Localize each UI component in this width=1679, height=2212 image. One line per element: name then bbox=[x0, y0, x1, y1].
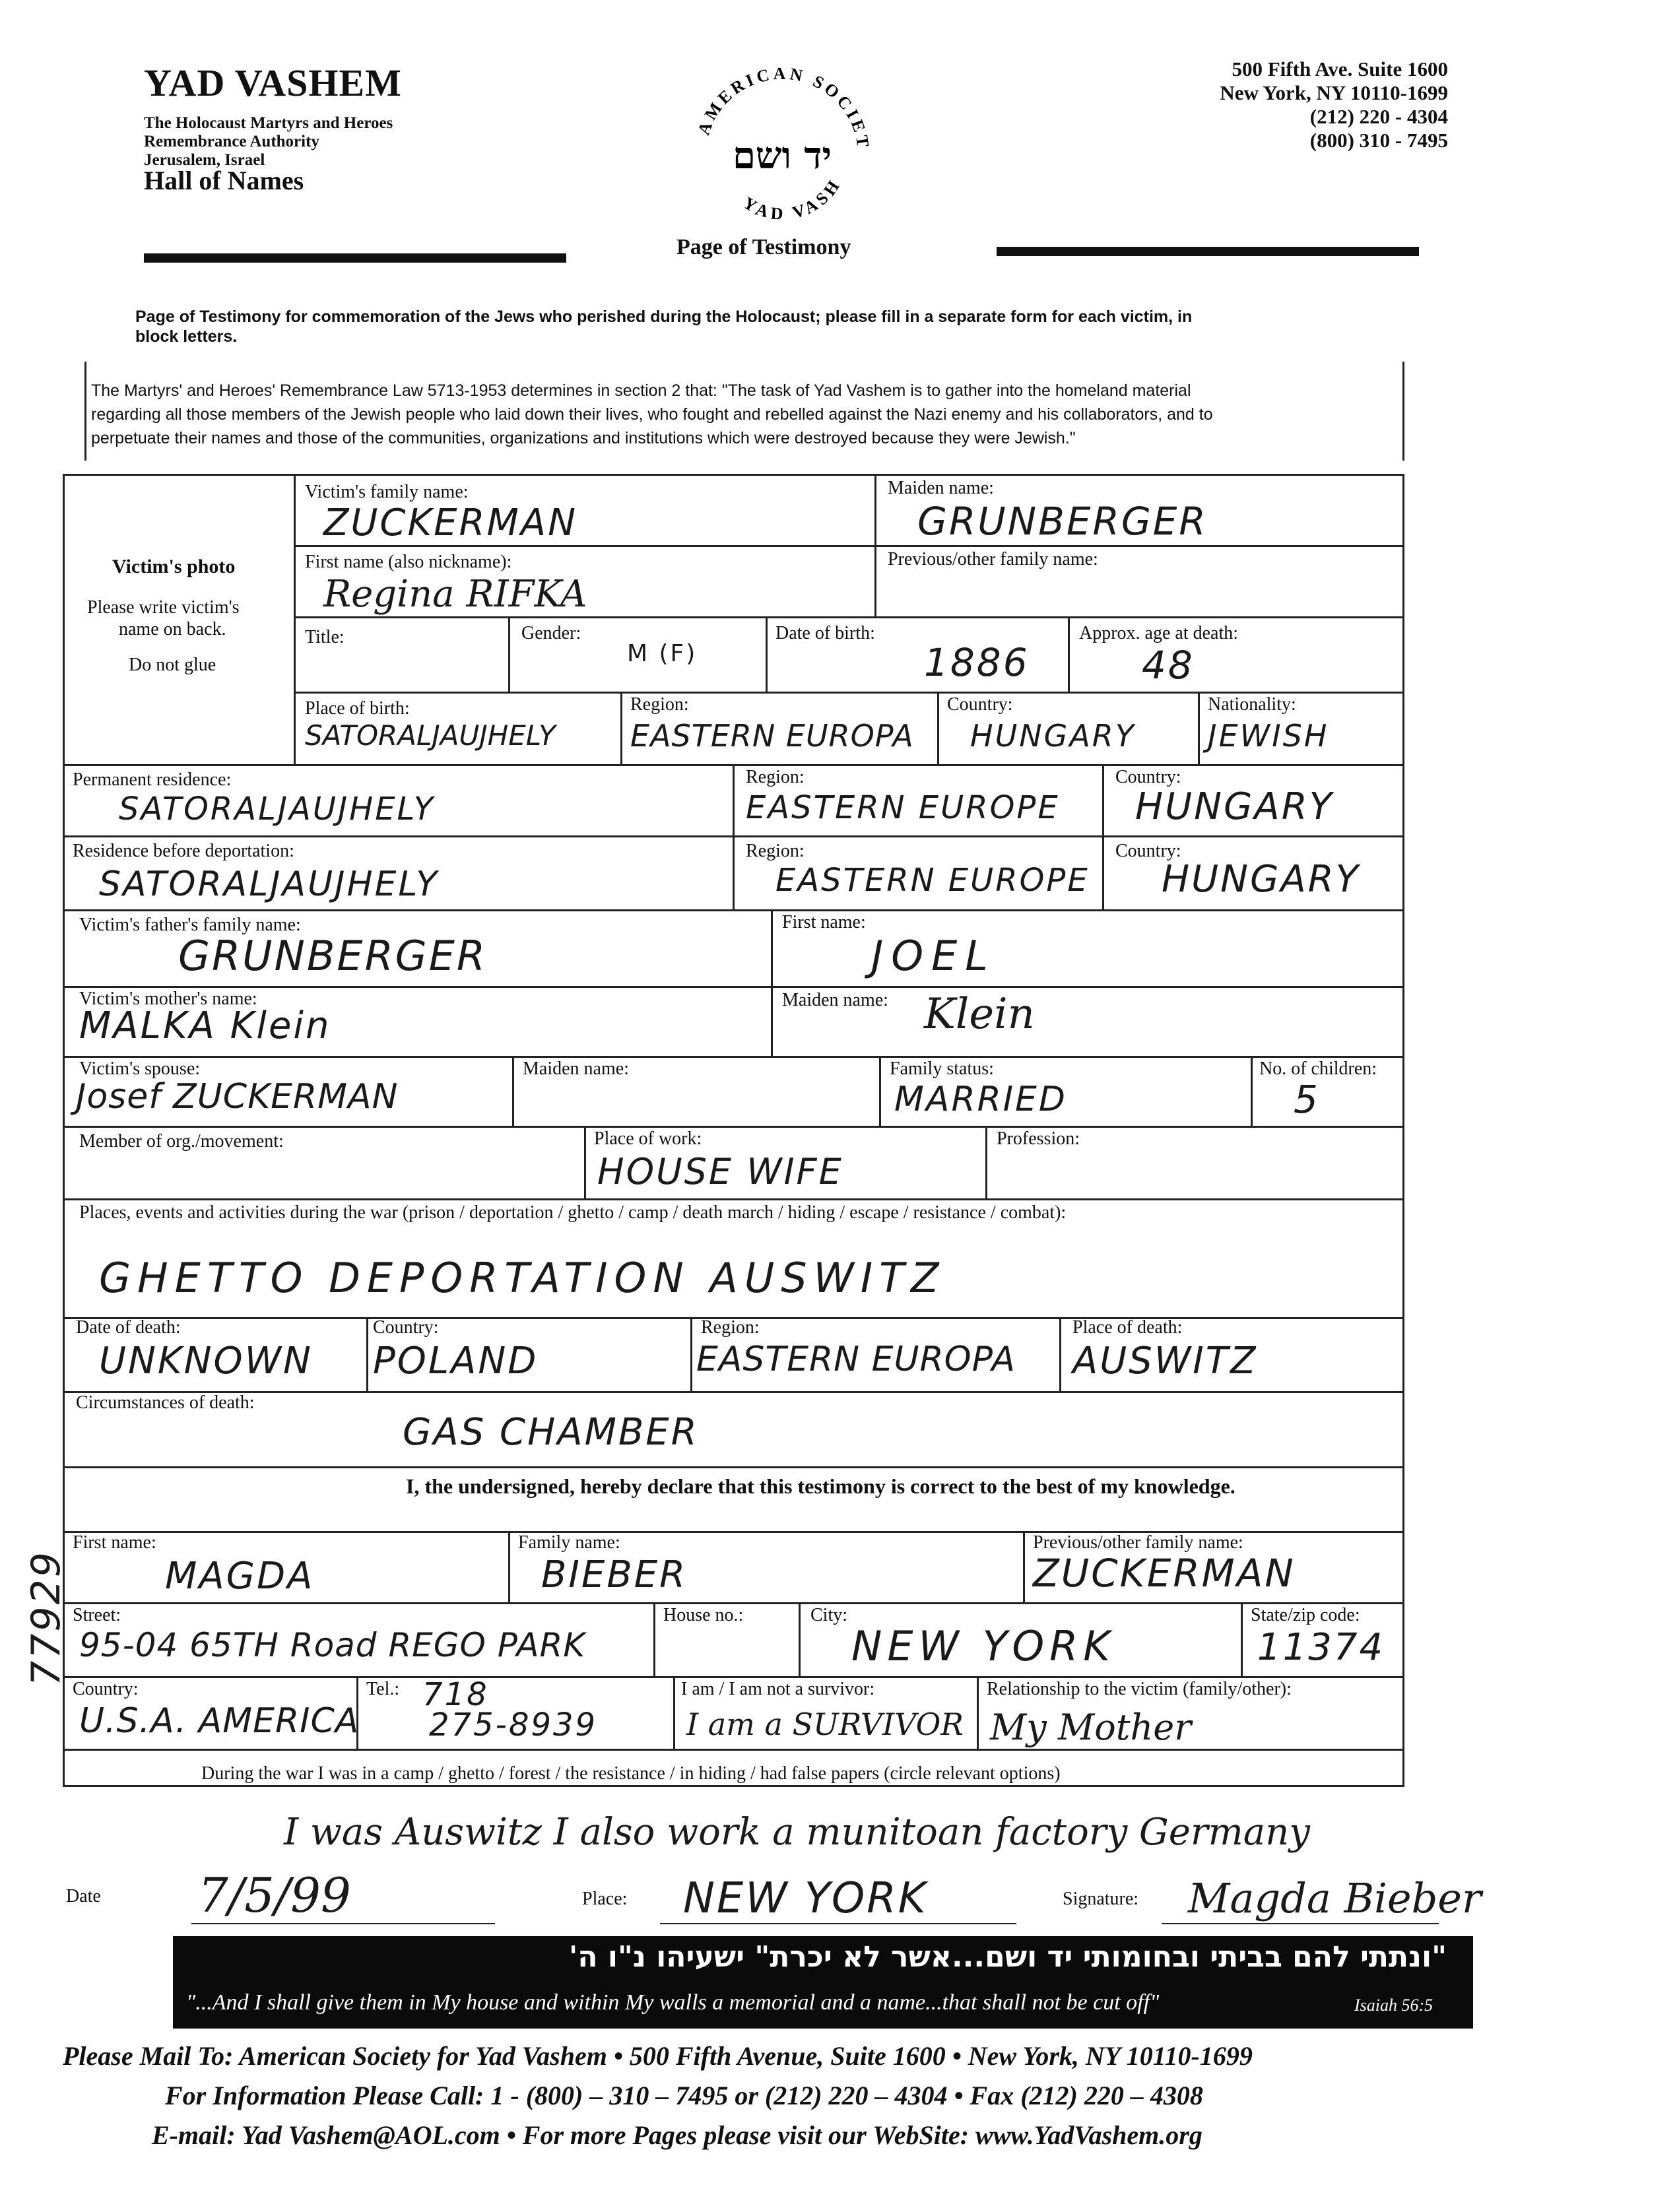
col-line-m bbox=[1251, 1056, 1253, 1126]
header-rule-left bbox=[144, 253, 566, 263]
sub-prev-label: Previous/other family name: bbox=[1033, 1532, 1243, 1553]
sub-country-value[interactable]: U.S.A. AMERICA bbox=[79, 1701, 360, 1741]
footer-phone: For Information Please Call: 1 - (800) – 310 – 7495 or (212) 220 – 4304 • Fax (212) 220 – 4308 bbox=[165, 2081, 1203, 2110]
sub-line-2 bbox=[63, 1602, 1404, 1604]
page-title: Page of Testimony bbox=[676, 235, 851, 259]
col-line-f bbox=[937, 692, 939, 764]
mother-value[interactable]: MALKA Klein bbox=[79, 1004, 331, 1047]
intro-line-2: block letters. bbox=[135, 327, 238, 346]
pre-dep-region-label: Region: bbox=[746, 841, 805, 861]
tel-value-1[interactable]: 718 bbox=[422, 1676, 489, 1713]
row-line-3 bbox=[294, 692, 1404, 694]
intro-line-1: Page of Testimony for commemoration of the Jews who perished during the Holocaust; please fill in a separate form for each victim, in bbox=[135, 308, 1193, 326]
sub-col-e bbox=[1241, 1602, 1243, 1676]
pre-dep-value[interactable]: SATORALJAUJHELY bbox=[99, 864, 440, 904]
sub-col-b bbox=[1023, 1531, 1025, 1602]
street-value[interactable]: 95-04 65TH Road REGO PARK bbox=[79, 1626, 586, 1664]
sub-col-h bbox=[977, 1676, 979, 1749]
zip-value[interactable]: 11374 bbox=[1257, 1626, 1385, 1669]
org-subtitle-3: Jerusalem, Israel bbox=[144, 151, 265, 169]
row-line-10 bbox=[63, 1198, 1404, 1200]
nationality-label: Nationality: bbox=[1208, 694, 1296, 715]
death-place-label: Place of death: bbox=[1072, 1317, 1183, 1338]
father-value[interactable]: GRUNBERGER bbox=[178, 932, 487, 980]
tel-label: Tel.: bbox=[366, 1679, 400, 1699]
address-line-1: 500 Fifth Ave. Suite 1600 bbox=[1232, 57, 1448, 81]
gender-label: Gender: bbox=[521, 623, 581, 643]
dob-label: Date of birth: bbox=[775, 623, 875, 643]
row-line-2 bbox=[294, 616, 1404, 618]
col-line-p bbox=[366, 1317, 368, 1391]
col-line-k bbox=[512, 1056, 514, 1126]
perm-region-label: Region: bbox=[746, 767, 805, 787]
sub-col-a bbox=[508, 1531, 510, 1602]
sub-line-4 bbox=[63, 1749, 1404, 1751]
family-name-label: Victim's family name: bbox=[305, 482, 469, 502]
place-value[interactable]: NEW YORK bbox=[683, 1874, 928, 1923]
signature-value[interactable]: Magda Bieber bbox=[1188, 1874, 1482, 1922]
tel-value-2[interactable]: 275-8939 bbox=[429, 1707, 598, 1743]
logo-center-hebrew: יד ושם bbox=[732, 134, 832, 178]
org-title: YAD VASHEM bbox=[144, 61, 402, 104]
maiden-name-value[interactable]: GRUNBERGER bbox=[917, 499, 1208, 544]
sub-family-label: Family name: bbox=[518, 1532, 620, 1553]
logo-bottom-text: YAD VASH bbox=[740, 174, 845, 224]
circumstances-value[interactable]: GAS CHAMBER bbox=[403, 1411, 699, 1454]
father-first-label: First name: bbox=[782, 912, 866, 932]
photo-note-1: Please write victim's bbox=[87, 597, 240, 618]
date-value[interactable]: 7/5/99 bbox=[198, 1868, 351, 1923]
date-underline bbox=[191, 1923, 495, 1924]
col-line-j bbox=[771, 909, 773, 1056]
member-label: Member of org./movement: bbox=[79, 1131, 284, 1152]
side-reference-number: 77929 bbox=[23, 1550, 69, 1686]
address-line-2: New York, NY 10110-1699 bbox=[1220, 81, 1448, 104]
family-status-label: Family status: bbox=[890, 1058, 994, 1079]
signature-underline bbox=[1162, 1923, 1439, 1924]
col-line-h bbox=[733, 764, 735, 909]
family-status-value[interactable]: MARRIED bbox=[894, 1080, 1067, 1119]
during-war-line: During the war I was in a camp / ghetto / forest / the resistance / in hiding / had false papers (circle relevant options) bbox=[201, 1763, 1061, 1784]
phone-line-1: (212) 220 - 4304 bbox=[1309, 105, 1448, 128]
row-line-9 bbox=[63, 1126, 1404, 1128]
circumstances-label: Circumstances of death: bbox=[76, 1392, 255, 1413]
spouse-maiden-label: Maiden name: bbox=[523, 1058, 629, 1079]
photo-note-3: Do not glue bbox=[129, 655, 216, 675]
col-line-c bbox=[766, 616, 768, 692]
father-first-value[interactable]: JOEL bbox=[871, 932, 996, 980]
handwritten-note[interactable]: I was Auswitz I also work a munitoan factory Germany bbox=[284, 1811, 1310, 1854]
col-line-o bbox=[985, 1126, 987, 1198]
perm-country-label: Country: bbox=[1115, 767, 1181, 787]
nationality-value[interactable]: JEWISH bbox=[1208, 718, 1329, 754]
col-line-n bbox=[584, 1126, 586, 1198]
row-line-12 bbox=[63, 1391, 1404, 1393]
col-line-a bbox=[874, 474, 876, 616]
sub-col-d bbox=[799, 1602, 801, 1676]
work-value[interactable]: HOUSE WIFE bbox=[597, 1151, 843, 1192]
declaration: I, the undersigned, hereby declare that this testimony is correct to the best of my knowledge. bbox=[406, 1474, 1235, 1498]
street-label: Street: bbox=[73, 1605, 121, 1625]
photo-note-2: name on back. bbox=[119, 619, 226, 639]
society-logo bbox=[686, 63, 878, 234]
sub-family-value[interactable]: BIEBER bbox=[541, 1553, 688, 1596]
pob-region-value[interactable]: EASTERN EUROPA bbox=[630, 718, 914, 754]
pre-dep-label: Residence before deportation: bbox=[73, 841, 294, 861]
hall-of-names: Hall of Names bbox=[144, 166, 304, 195]
city-value[interactable]: NEW YORK bbox=[851, 1622, 1115, 1670]
spouse-value[interactable]: Josef ZUCKERMAN bbox=[76, 1077, 399, 1117]
sub-prev-value[interactable]: ZUCKERMAN bbox=[1033, 1551, 1296, 1596]
dob-value[interactable]: 1886 bbox=[924, 640, 1030, 685]
sub-col-c bbox=[653, 1602, 655, 1676]
pob-country-label: Country: bbox=[947, 694, 1013, 715]
sub-first-value[interactable]: MAGDA bbox=[165, 1555, 315, 1598]
sub-country-label: Country: bbox=[73, 1679, 139, 1699]
law-line-3: perpetuate their names and those of the communities, organizations and institutions which were destroyed because they were Jewish." bbox=[91, 429, 1076, 447]
gender-value[interactable]: M (F) bbox=[627, 640, 698, 667]
relationship-value[interactable]: My Mother bbox=[990, 1707, 1192, 1748]
footer-email: E-mail: Yad Vashem@AOL.com • For more Pages please visit our WebSite: www.YadVashem.org bbox=[152, 2120, 1202, 2150]
death-country-value[interactable]: POLAND bbox=[373, 1340, 539, 1382]
row-line-6 bbox=[63, 909, 1404, 911]
perm-country-value[interactable]: HUNGARY bbox=[1135, 785, 1334, 828]
quote-banner bbox=[173, 1936, 1473, 2029]
sub-line-3 bbox=[63, 1676, 1404, 1678]
banner-english: "...And I shall give them in My house and within My walls a memorial and a name...that shall not be cut off" bbox=[186, 1990, 1160, 2015]
age-label: Approx. age at death: bbox=[1079, 623, 1239, 643]
zip-label: State/zip code: bbox=[1251, 1605, 1360, 1625]
place-underline bbox=[660, 1923, 1016, 1924]
col-line-b bbox=[508, 616, 510, 692]
phone-line-2: (800) 310 - 7495 bbox=[1309, 129, 1448, 152]
sub-first-label: First name: bbox=[73, 1532, 156, 1553]
children-value[interactable]: 5 bbox=[1294, 1077, 1320, 1122]
law-line-2: regarding all those members of the Jewish people who laid down their lives, who fought and rebelled against the Nazi enemy and his collaborators, and to bbox=[91, 405, 1213, 424]
pre-dep-country-value[interactable]: HUNGARY bbox=[1162, 858, 1360, 901]
col-line-e bbox=[620, 692, 622, 764]
banner-hebrew: "ונתתי להם בביתי ובחומותי יד ושם...אשר לא יכרת" ישעיהו נ"ו ה' bbox=[568, 1940, 1447, 1974]
first-name-label: First name (also nickname): bbox=[305, 552, 512, 572]
father-label: Victim's father's family name: bbox=[79, 915, 301, 935]
col-line-i bbox=[1102, 764, 1104, 909]
perm-res-value[interactable]: SATORALJAUJHELY bbox=[119, 791, 436, 828]
mother-maiden-label: Maiden name: bbox=[782, 990, 888, 1010]
banner-citation: Isaiah 56:5 bbox=[1354, 1996, 1433, 2015]
spouse-label: Victim's spouse: bbox=[79, 1058, 201, 1079]
pre-dep-country-label: Country: bbox=[1115, 841, 1181, 861]
row-line-8 bbox=[63, 1056, 1404, 1058]
org-subtitle-2: Remembrance Authority bbox=[144, 133, 319, 150]
pob-country-value[interactable]: HUNGARY bbox=[970, 718, 1136, 754]
logo-top-text: AMERICAN SOCIET bbox=[694, 63, 874, 152]
col-line-d bbox=[1068, 616, 1070, 692]
pob-label: Place of birth: bbox=[305, 698, 410, 719]
age-value[interactable]: 48 bbox=[1142, 643, 1195, 688]
perm-region-value[interactable]: EASTERN EUROPE bbox=[746, 789, 1060, 826]
survivor-value[interactable]: I am a SURVIVOR bbox=[686, 1707, 964, 1742]
sub-col-g bbox=[673, 1676, 675, 1749]
places-value[interactable]: GHETTO DEPORTATION AUSWITZ bbox=[99, 1254, 946, 1302]
survivor-label: I am / I am not a survivor: bbox=[681, 1679, 875, 1699]
family-name-value[interactable]: ZUCKERMAN bbox=[323, 502, 577, 544]
signature-label: Signature: bbox=[1063, 1889, 1139, 1909]
photo-title: Victim's photo bbox=[112, 556, 236, 577]
mother-label: Victim's mother's name: bbox=[79, 989, 257, 1009]
place-label: Place: bbox=[582, 1889, 628, 1909]
dod-label: Date of death: bbox=[76, 1317, 181, 1338]
maiden-name-label: Maiden name: bbox=[888, 478, 994, 498]
date-label: Date bbox=[66, 1886, 101, 1906]
perm-res-label: Permanent residence: bbox=[73, 769, 232, 790]
work-label: Place of work: bbox=[594, 1128, 702, 1149]
law-line-1: The Martyrs' and Heroes' Remembrance Law 5713-1953 determines in section 2 that: "The task of Yad Vashem is to gather into the homeland material bbox=[91, 381, 1191, 400]
previous-family-name-label: Previous/other family name: bbox=[888, 549, 1098, 569]
house-label: House no.: bbox=[663, 1605, 744, 1625]
row-line-7 bbox=[63, 986, 1404, 988]
pob-value[interactable]: SATORALJAUJHELY bbox=[305, 719, 556, 752]
mother-maiden-value[interactable]: Klein bbox=[924, 990, 1035, 1039]
col-line-r bbox=[1059, 1317, 1061, 1391]
profession-label: Profession: bbox=[997, 1128, 1080, 1149]
pob-region-label: Region: bbox=[630, 694, 689, 715]
places-label: Places, events and activities during the war (prison / deportation / ghetto / camp / death march / hiding / escape / resistance / combat): bbox=[79, 1202, 1067, 1223]
children-label: No. of children: bbox=[1259, 1058, 1377, 1079]
photo-divider bbox=[294, 474, 296, 764]
pre-dep-region-value[interactable]: EASTERN EUROPE bbox=[775, 862, 1090, 899]
row-line-1 bbox=[294, 545, 1404, 547]
dod-value[interactable]: UNKNOWN bbox=[99, 1340, 313, 1382]
death-country-label: Country: bbox=[373, 1317, 439, 1338]
city-label: City: bbox=[810, 1605, 848, 1625]
footer-mail: Please Mail To: American Society for Yad Vashem • 500 Fifth Avenue, Suite 1600 • New York, NY 10110-1699 bbox=[63, 2041, 1253, 2071]
header-rule-right bbox=[997, 247, 1419, 256]
relationship-label: Relationship to the victim (family/other): bbox=[987, 1679, 1292, 1699]
org-subtitle-1: The Holocaust Martyrs and Heroes bbox=[144, 114, 393, 132]
col-line-l bbox=[879, 1056, 881, 1126]
title-label: Title: bbox=[305, 627, 345, 647]
col-line-q bbox=[690, 1317, 692, 1391]
row-line-13 bbox=[63, 1466, 1404, 1468]
death-region-label: Region: bbox=[701, 1317, 760, 1338]
death-place-value[interactable]: AUSWITZ bbox=[1072, 1340, 1258, 1382]
death-region-value[interactable]: EASTERN EUROPA bbox=[696, 1340, 1016, 1379]
col-line-g bbox=[1198, 692, 1200, 764]
first-name-value[interactable]: Regina RIFKA bbox=[323, 573, 587, 616]
